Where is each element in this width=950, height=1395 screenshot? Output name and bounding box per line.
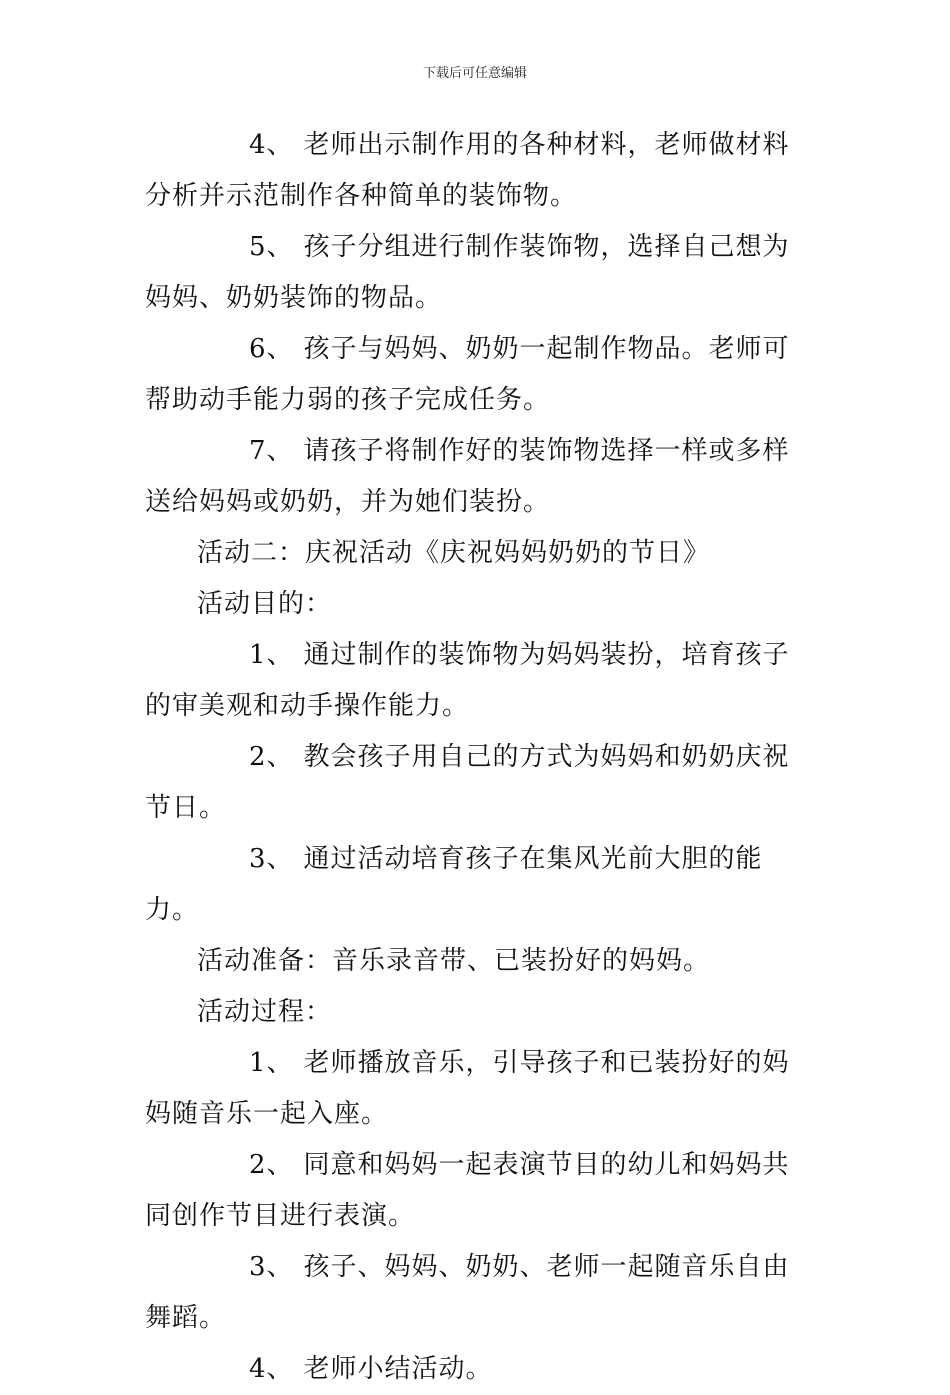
paragraph-text: 活动目的： (197, 589, 333, 619)
step-number: 4、 (249, 1354, 294, 1384)
section-heading-preparation (145, 936, 810, 987)
section-heading-purpose (145, 579, 810, 630)
step-number: 3、 (249, 1252, 294, 1282)
page-header: 下载后可任意编辑 (422, 66, 527, 81)
paragraph-text: 请孩子将制作好的装饰物选择一样或多样送给妈妈或奶奶，并为她们装扮。 (145, 436, 790, 517)
section-heading-process (145, 987, 810, 1038)
paragraph-purpose-2 (145, 732, 810, 834)
paragraph-text: 教会孩子用自己的方式为妈妈和奶奶庆祝节日。 (145, 742, 790, 823)
paragraph-text: 孩子与妈妈、奶奶一起制作物品。老师可帮助动手能力弱的孩子完成任务。 (145, 334, 790, 415)
step-number: 7、 (249, 436, 294, 466)
paragraph-text: 同意和妈妈一起表演节目的幼儿和妈妈共同创作节目进行表演。 (145, 1150, 790, 1231)
paragraph-text: 老师播放音乐，引导孩子和已装扮好的妈妈随音乐一起入座。 (145, 1048, 790, 1129)
step-number: 6、 (249, 334, 294, 364)
step-number: 2、 (249, 1150, 294, 1180)
paragraph-purpose-3 (145, 834, 810, 936)
paragraph-step-4 (145, 120, 810, 222)
paragraph-text: 活动二：庆祝活动《庆祝妈妈奶奶的节日》 (197, 538, 711, 568)
paragraph-process-4 (145, 1344, 810, 1395)
step-number: 1、 (249, 640, 294, 670)
paragraph-process-1 (145, 1038, 810, 1140)
paragraph-text: 活动过程： (197, 997, 333, 1027)
document-body (145, 120, 810, 1395)
paragraph-process-3 (145, 1242, 810, 1344)
paragraph-text: 通过制作的装饰物为妈妈装扮，培育孩子的审美观和动手操作能力。 (145, 640, 790, 721)
paragraph-step-7 (145, 426, 810, 528)
paragraph-text: 老师小结活动。 (303, 1354, 493, 1384)
step-number: 1、 (249, 1048, 294, 1078)
paragraph-text: 孩子、妈妈、奶奶、老师一起随音乐自由舞蹈。 (145, 1252, 790, 1333)
step-number: 3、 (249, 844, 294, 874)
step-number: 5、 (249, 232, 294, 262)
step-number: 2、 (249, 742, 294, 772)
paragraph-text: 孩子分组进行制作装饰物，选择自己想为妈妈、奶奶装饰的物品。 (145, 232, 790, 313)
paragraph-step-6 (145, 324, 810, 426)
paragraph-step-5 (145, 222, 810, 324)
section-heading-activity-two (145, 528, 810, 579)
paragraph-text: 通过活动培育孩子在集风光前大胆的能力。 (145, 844, 763, 925)
paragraph-text: 老师出示制作用的各种材料，老师做材料分析并示范制作各种简单的装饰物。 (145, 130, 790, 211)
paragraph-text: 活动准备：音乐录音带、已装扮好的妈妈。 (197, 946, 711, 976)
paragraph-process-2 (145, 1140, 810, 1242)
paragraph-purpose-1 (145, 630, 810, 732)
step-number: 4、 (249, 130, 294, 160)
